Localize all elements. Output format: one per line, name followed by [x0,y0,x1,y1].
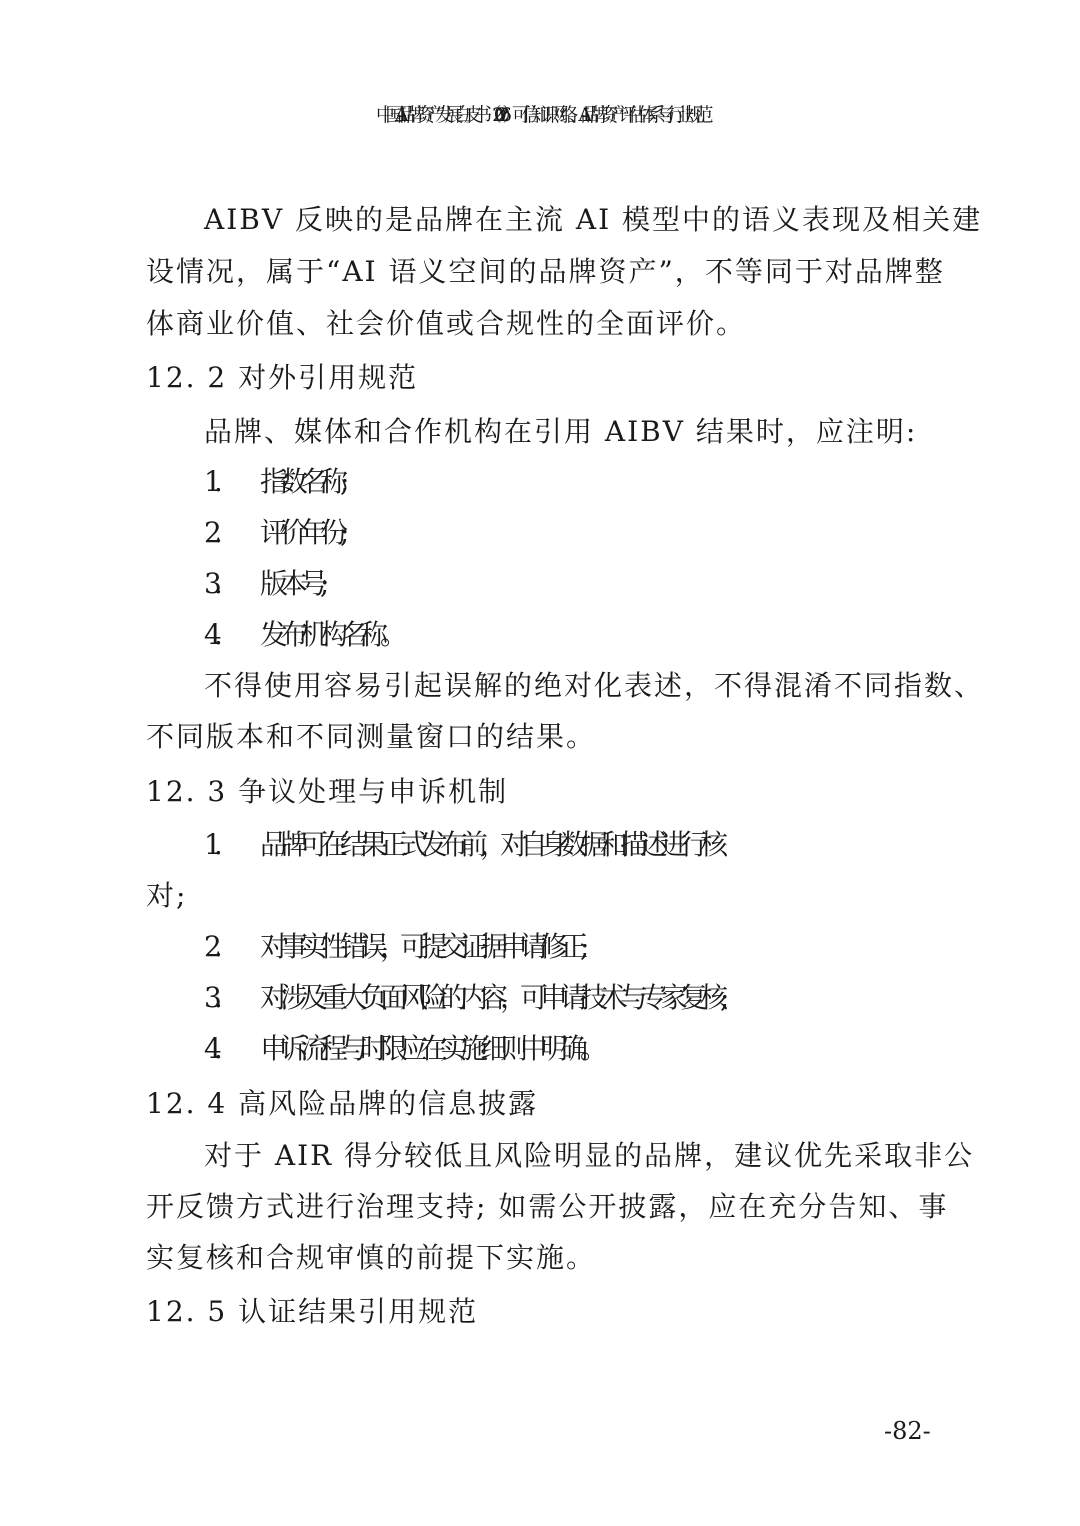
list-text: 对事实性错误，可提交证据申请修正; [260,930,582,963]
section-heading-12-5: 12. 5 认证结果引用规范 [146,1295,479,1328]
paragraph-line: AIBV 反映的是品牌在主流 AI 模型中的语义表现及相关建 [204,203,983,236]
paragraph-line: 体商业价值、社会价值或合规性的全面评价。 [146,307,747,340]
paragraph-line: 不同版本和不同测量窗口的结果。 [146,720,597,753]
paragraph-line: 开反馈方式进行治理支持; 如需公开披露，应在充分告知、事 [146,1190,949,1223]
list-text: 版本号; [260,567,322,600]
paragraph-line: 品牌、媒体和合作机构在引用 AIBV 结果时，应注明: [204,415,918,448]
paragraph-line: 实复核和合规审慎的前提下实施。 [146,1241,597,1274]
list-text: 对涉及重大负面风险的内容，可申请技术与专家复核; [260,981,722,1014]
section-heading-12-3: 12. 3 争议处理与申诉机制 [146,775,509,808]
list-number: 3. [204,981,215,1014]
list-text: 申诉流程与时限应在实施细则中明确。 [260,1032,601,1065]
list-text: 评价年份; [260,516,342,549]
list-number: 1. [204,465,215,498]
list-text: 指数名称; [260,465,342,498]
running-header: 中国AI品牌资产发展白皮书（2026）：可信知识网络、AI品牌资产评估体系与行业规范 [375,104,705,126]
paragraph-line: 不得使用容易引起误解的绝对化表述，不得混淆不同指数、 [204,669,985,702]
list-number: 4. [204,1032,215,1065]
list-item-continuation: 对; [146,879,188,912]
page-number: -82- [884,1417,931,1445]
section-heading-12-4: 12. 4 高风险品牌的信息披露 [146,1087,539,1120]
paragraph-line: 对于 AIR 得分较低且风险明显的品牌，建议优先采取非公 [204,1139,975,1172]
list-number: 2. [204,516,215,549]
list-text: 品牌可在结果正式发布前，对自身数据和描述进行核 [260,828,721,861]
list-text: 发布机构名称。 [260,618,401,651]
list-number: 3. [204,567,215,600]
paragraph-line: 设情况，属于“AI 语义空间的品牌资产”，不等同于对品牌整 [146,255,945,288]
section-heading-12-2: 12. 2 对外引用规范 [146,361,419,394]
list-number: 4. [204,618,215,651]
list-number: 2. [204,930,215,963]
list-number: 1. [204,828,215,861]
